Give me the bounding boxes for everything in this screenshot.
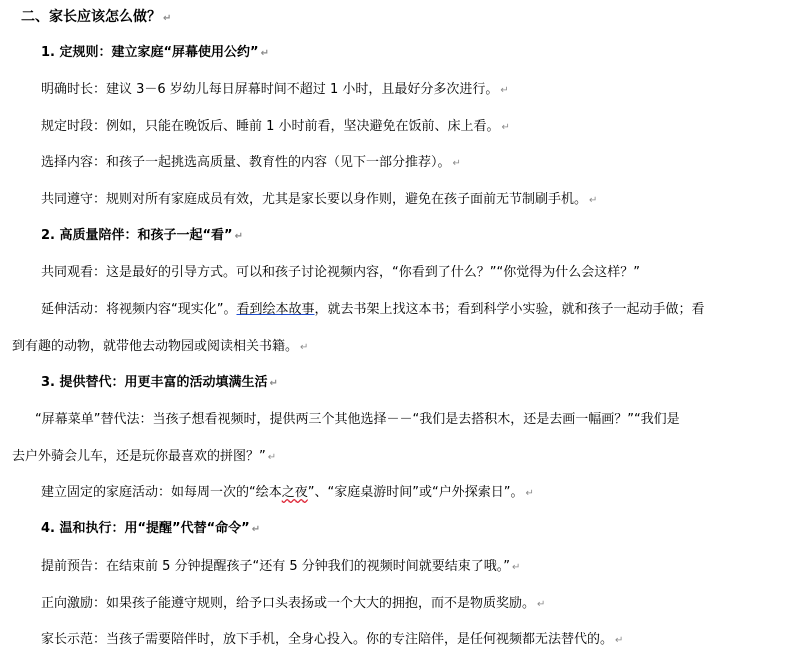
heading-gentle: 4. 温和执行：用“提醒”代替“命令” ↵ xyxy=(41,521,261,536)
underlined-phrase: 看到绘本故事 xyxy=(236,302,315,317)
alt-item-family-activity: 建立固定的家庭活动：如每周一次的“绘本之夜”、“家庭桌游时间”或“户外探索日”。 ↵ xyxy=(41,485,534,500)
spellcheck-phrase: 之夜 xyxy=(281,485,308,500)
section-title: 二、家长应该怎么做？ ↵ xyxy=(21,9,172,25)
paragraph-mark: ↵ xyxy=(267,452,277,463)
paragraph-mark: ↵ xyxy=(525,488,534,499)
gentle-item-praise: 正向激励：如果孩子能遵守规则，给予口头表扬或一个大大的拥抱，而不是物质奖励。 ↵ xyxy=(41,596,546,611)
heading-alternatives: 3. 提供替代：用更丰富的活动填满生活 ↵ xyxy=(41,375,278,390)
watch-item-extend-cont: 到有趣的动物，就带他去动物园或阅读相关书籍。 ↵ xyxy=(12,339,309,354)
watch-item-extend: 延伸活动：将视频内容“现实化”。看到绘本故事，就去书架上找这本书；看到科学小实验，就和孩子一起动手做；看 xyxy=(41,302,705,317)
heading-watch-together: 2. 高质量陪伴：和孩子一起“看” ↵ xyxy=(41,228,243,243)
paragraph-mark: ↵ xyxy=(452,158,461,169)
rule-item-timeslot: 规定时段：例如，只能在晚饭后、睡前 1 小时前看，坚决避免在饭前、床上看。 ↵ xyxy=(41,119,510,134)
watch-item-cowatch: 共同观看：这是最好的引导方式。可以和孩子讨论视频内容，“你看到了什么？”“你觉得为什么会这样？” xyxy=(41,265,640,280)
gentle-item-notice: 提前预告：在结束前 5 分钟提醒孩子“还有 5 分钟我们的视频时间就要结束了哦。” ↵ xyxy=(41,559,521,574)
paragraph-mark: ↵ xyxy=(501,122,510,133)
paragraph-mark: ↵ xyxy=(589,195,598,206)
alt-item-menu-cont: 去户外骑会儿车，还是玩你最喜欢的拼图？” ↵ xyxy=(12,449,277,464)
alt-item-menu: “屏幕菜单”替代法：当孩子想看视频时，提供两三个其他选择－－“我们是去搭积木，还是去画一幅画？”“我们是 xyxy=(35,412,680,427)
paragraph-mark: ↵ xyxy=(251,524,261,535)
rule-item-comply: 共同遵守：规则对所有家庭成员有效，尤其是家长要以身作则，避免在孩子面前无节制刷手机。 ↵ xyxy=(41,192,598,207)
paragraph-mark: ↵ xyxy=(269,378,278,389)
heading-rules: 1. 定规则：建立家庭“屏幕使用公约” ↵ xyxy=(41,45,269,60)
rule-item-content: 选择内容：和孩子一起挑选高质量、教育性的内容（见下一部分推荐）。 ↵ xyxy=(41,155,461,170)
paragraph-mark: ↵ xyxy=(234,231,243,242)
paragraph-mark: ↵ xyxy=(512,562,521,573)
paragraph-mark: ↵ xyxy=(500,85,509,96)
paragraph-mark: ↵ xyxy=(260,48,269,59)
gentle-item-model: 家长示范：当孩子需要陪伴时，放下手机，全身心投入。你的专注陪伴，是任何视频都无法替代的。 ↵ xyxy=(41,632,624,647)
paragraph-mark: ↵ xyxy=(300,342,309,353)
paragraph-mark: ↵ xyxy=(537,599,546,610)
paragraph-mark: ↵ xyxy=(615,635,624,646)
rule-item-duration: 明确时长：建议 3－6 岁幼儿每日屏幕时间不超过 1 小时，且最好分多次进行。 ↵ xyxy=(41,82,509,97)
paragraph-mark: ↵ xyxy=(163,13,172,24)
